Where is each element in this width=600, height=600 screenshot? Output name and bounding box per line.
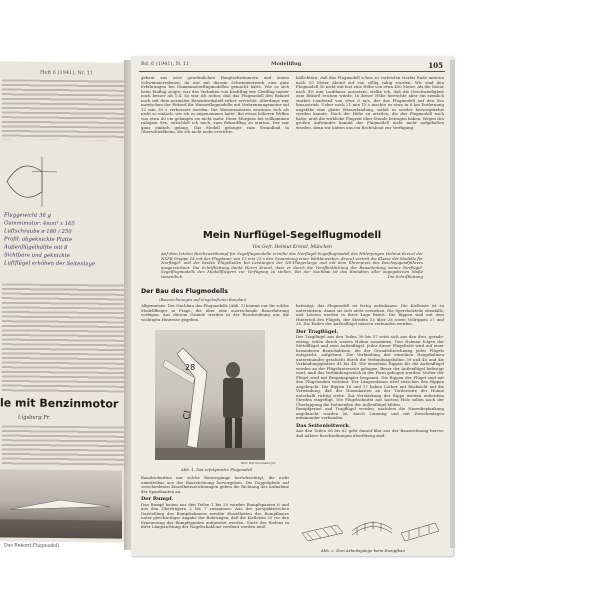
magazine-page [131,56,453,556]
column-left-top [141,76,289,226]
left-photo [0,469,122,538]
header-rule [139,71,445,72]
handwritten-notes [4,211,126,268]
left-article-title: le mit Benzinmotor [0,396,119,411]
hand-line: Profil: abgeknickte Platte [4,236,73,244]
body-text: Der Tragflügel aus den Teilen 30 bis 57 setzt sich aus den drei, geradewiesig, teilen durch weisen Holme zusammen. Den Holmen folgen der Mittelflügel und zwei Außenflügel. Jeder dieser Flügelteile wird auf einer besonderen Bauschablone, die der Grundrißzeichnung jedes Flügels entspricht, aufgebaut. Die Verbindung der einzelnen Hauptholmen untereinander geschieht durch die Verbindungsholme 39 und 40 und die Verbindungsplatten 41 bis 48. Die einzelnen Rippen für die Außenflügel werden an der Flügelunterseite gebogen. Bevor der Außenflügel befestigt wird, muß das Verbindungsstück in der Form gebogen werden. Vorher der Flügel wird mit Bespannpapier bespannt. Die Rippen der Flügel sind mit den Flügelenden verleimt. Der Längsrahmen wird zwischen den Rippen angebracht. Die Rippen 16 und 17 haben Löcher mit Rücksicht auf die Verwindung, daß der Nasenkasten an der Vorderseite der Holme unterhalb richtig stehe. Zur Verstärkung der Rippe werden außerdem Streifen eingefügt. Die Flügelschnitte aus hartem Holz sollen nach der Überlappung die Holmenden der Außenflügel bilden. [296,334,444,407]
column-left-bottom [141,476,289,554]
left-text-block [2,283,126,392]
column-left-mid [141,304,289,330]
figure-caption: Abb. 2. Drei Arbeitsgänge beim Rumpfbau [321,548,405,553]
svg-text:CI: CI [182,409,194,421]
intro-text: Auf dem letzten Reichswettkampf für Segelflugmodelle erzielte das Nurflügel-Segelflugmodell des Hitlerjungen Helmut Krenzl der NSFK-Gruppe 14 mit der Flugdauer von 13 min 23 s den Gesamtsieg einer Wettbewerbes. Krenzl vertritt die Klasse der Modelle für Nurflügel- und der beiden Flügelteilen bei Leistungen der NS-Fliegerlarge und mit dem Ehrenpreis des Reichsjugendführers ausgezeichnet. Die Schriftleitung dankt Herrn Krenzl, dass er durch die Veröffentlichung der Bauanleitung seines Nurflügel-Segelflugmodells den Modellfliegern zur Verfügung zu stellen. Bei der Nachbau ist das Einhalten aller angegebenen Maße wesentlich. [161,251,423,279]
subheading-rumpf: Der Rumpf. [141,496,174,502]
hand-line: Sichtbare und geknickte [4,252,70,260]
glider-photo [155,330,265,460]
left-page-header: Heft 6 (1941), Nr. 11 [40,69,94,77]
page-edge [450,60,455,548]
body-text: Den Rumpf bauen aus den Teilen 1 bis 20 werden Rumpfspanten 6 und aus den Oberträgern 2 bis 7 zusammen. Aus der perspektivischen Darstellung des Rumpfrahmens werden Einzelheiten des Rumpfbaues unter gleichzeitiger Angabe der Bohrungen, daß die Kielleiste 20 vor den Erneuerung der Rumpfspanten aufgesetzt werden. Gurte des Bodens in ihrer Längsrichtung der Nagelschablone verdient werden muß. [141,501,289,529]
subheading-seitenleitwerk: Das Seitenleitwerk. [296,422,351,429]
photo-credit: Bild: Herrmannsdorfer [241,461,276,465]
intro-signature: Die Schriftleitung [387,273,423,279]
body-text: befestigt, das Flugmodell ist fertig aufzubauen. Die Kielleiste ist zu unterstützen, damit sie sich nicht verziehen. Die Sperrholzteile ebenfalls, und Leisten werden in ihrer Lage fixiert. Die Rippen sind mit dem Hinterteil des Flügels, der Streifen 13 über 26 sowie Vollrippen 27 und 28. Die Enden der Außenflügel müssen verbunden werden. [296,303,444,326]
hand-line: Außenflügelhälfte mit 8 [4,244,68,252]
body-text: Rumpfgerüst und Tragflügel werden, nachdem die Nasenbeplankung angebracht worden ist, durch Leimung und mit Zwischenlagen miteinander verbunden. [296,406,444,420]
page-header-journal: Modellflug [271,61,302,67]
left-text-block [2,79,126,140]
left-text-block [2,425,126,466]
body-text: Allgemeines. Der Nachbau des Flugmodells (Abb. 1) kommt nur für solche Modellflieger in Frage, die über eine ausreichende Bauerfahrung verfügen. Aus diesem Grunde werden in der Beschreibung nur die wichtigen Hinweise gegeben. [141,303,289,322]
hand-line: Luftschraube ø 180 / 250 [4,228,72,236]
body-text: gebaut aus zwei gewöhnlichen Hauptschwimmern und einem Schwimmerrahmen, da mir mit diesem Schwimmerwerk eine gute Erfahrungen bei Gummimotorflugmodellen gemacht hatte. Wie es sich beim Einflug zeigte, war das Verhalten von Kraftflug wie Gleitflug immer noch besser als 1:4. So war ich sicher, daß das Flugmodell den Rekord noch mit dem normalen Benzintreibstoff sicher erreichte. Allerdings war inzwischen der Rekord für Wasserflugmodelle mit Verbrennungsmotor auf 12 min 30 s verbessert worden. Die Wassermotoren erwiesen sich als nicht so einfach, wie ich es angenommen hatte. Bei etwas höheren Wellen von etwa 40 cm gelangen sie nicht mehr. Einer Morgens bei vollkommen ruhigem See, entschloß ich mich, zum Rekordflug zu starten. Der mir ganz einfach gelang. Das Modell gelangte zum Strandbad in Oberschleißheim, die ich nicht mehr erreichte. [141,75,289,134]
left-page [0,61,128,549]
page-header-issue: Bd. 6 (1941), N. 11 [141,61,190,67]
body-text: Aus den Teilen 58 bis 62 geht darauf klar aus der Bauzeichnung hervor, daß nähere Beschreibungen überflüssig sind. [296,428,444,438]
section-subheading: (Bauzeichnungen auf eingehefteten Bauplan) [159,297,247,302]
section-heading: Der Bau des Flugmodells [141,288,228,295]
article-title: Mein Nurflügel-Segelflugmodell [202,230,382,241]
subheading-tragfluegel: Der Tragflügel. [296,328,339,335]
wing-sketch-icon [2,151,62,212]
column-right-mid [296,304,444,502]
hand-line: Luftflügel erhöhen der Seitenlage [4,260,96,268]
hand-line: Fluggewicht 36 g [4,212,51,219]
left-photo-caption: Das Rekord-Flugmodell [4,543,59,549]
body-text: Bauabschnitten nur solche Bauvorgänge berücksichtigt, die nicht unmittelbar aus der Bauzeichnung hervorgehen. Die Doppelpfeile auf verschiedenen Einzelheitszeichnungen geben die Richtung der Aufnahme der Spantkanten an. [141,475,289,494]
svg-text:28: 28 [185,363,196,372]
column-right-top [296,76,444,226]
left-article-subtitle: Ligsburg Pr. [18,414,51,421]
article-author: Von Gefr. Helmut Krenzl, München [252,245,332,250]
article-intro [161,252,423,279]
hand-line: Gummimotor: 4mm² x 165 [4,220,75,228]
photo-caption: Abb. 1. Das erfolgreiche Flugmodell [181,467,253,472]
page-number: 105 [428,61,443,70]
fuselage-build-figure [297,503,443,553]
body-text: hällichtern, daß das Flugmodell schon zu vorletzten vierbis Ende unteren nach 15 Meter Abend auf von völlig ruhig wurden. Wir sind den Flugmodell 30 nicht mit fast eine Höhe von etwa 400 Meter. Als die Motor nach 4½ min Laufdauer aussetzte, stellte ich, daß die Geschwindigkeit zum Rekord reichen würde. In dieser Höhe herrschte aber ein ziemlich starker Landwind von etwa 8 m/s, der das Flugmodell auf den See hinaustrieb. Ueber nach 21 min 15 s machte es etwa in 8 km Entfernung ungefähr eine glatte Wasserlandung, sodaß es wieder hervorgekehrt werden konnte. Nach der Höhe zu urteilen, die das Flugmodell noch hatte, muß die wirkliche Flugzeit über Stunde betragen haben. Wegen des großen Aufwandes kommt das Flugmodell nicht mehr aufgehalten werden, denn wir hätten uns ein Rechtsboot zur Verfügung. [296,75,444,130]
